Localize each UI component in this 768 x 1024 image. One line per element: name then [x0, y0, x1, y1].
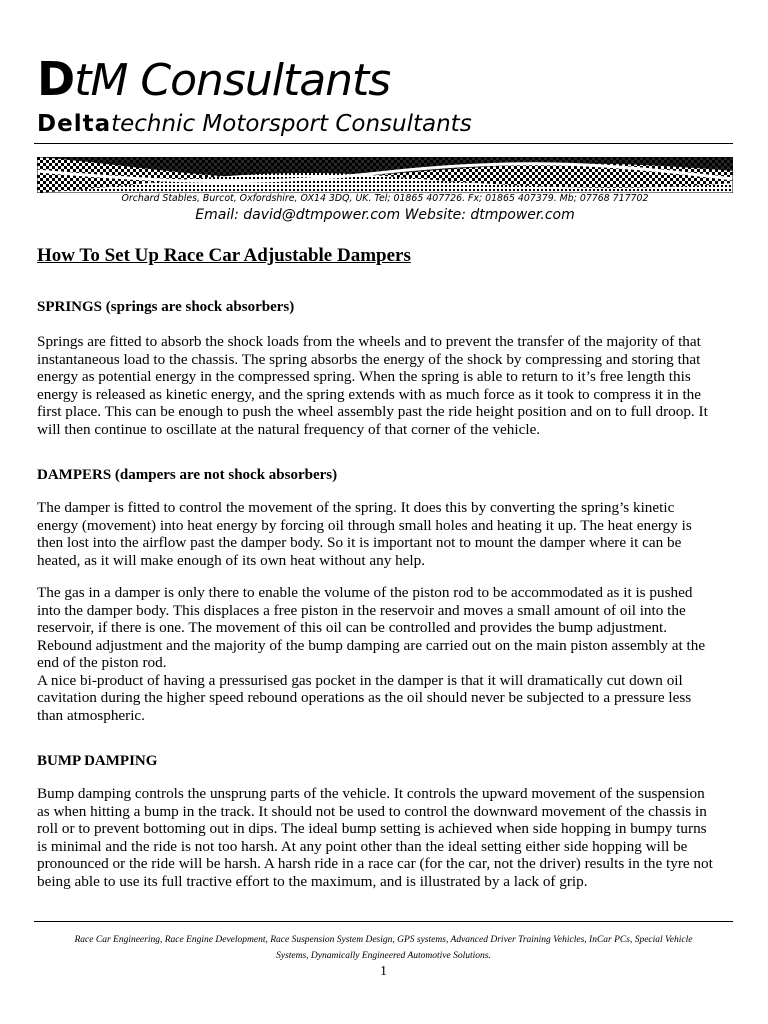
text-line: first place. This can be enough to push the wheel assembly past the ride height position and on to full droop. It — [37, 403, 708, 420]
text-line: Rebound adjustment and the majority of the bump damping are carried out on the main piston assembly at the — [37, 636, 706, 654]
footer-line: Systems, Dynamically Engineered Automotive Solutions. — [276, 951, 491, 961]
text-line: energy is released as kinetic energy, and the spring extends with as much force as it took to compress it in the — [37, 385, 701, 403]
text-line: than atmospheric. — [37, 706, 145, 724]
text-line: into the damper body. This displaces a free piston in the reservoir and moves a small amount of oil into the — [37, 601, 686, 619]
company-name-rest: tM Consultants — [74, 55, 391, 106]
text-line: as when hitting a bump in the track. It should not be used to control the downward movement of the chassis in — [37, 802, 707, 820]
text-line: energy as potential energy in the compressed spring. When the spring is able to return to it’s free length this — [37, 368, 691, 385]
page-number: 1 — [380, 964, 387, 979]
text-line: end of the piston rod. — [37, 654, 167, 671]
paragraph-bump-damping — [37, 785, 737, 890]
section-heading-springs: SPRINGS (springs are shock absorbers) — [37, 299, 295, 315]
text-line: then lost into the airflow past the damper body. So it is important not to mount the damper where it can be — [37, 534, 682, 551]
company-address: Orchard Stables, Burcot, Oxfordshire, OX14 3DQ, UK. Tel; 01865 407726. Fx; 01865 407379. Mb; 07768 717702 — [121, 193, 649, 204]
text-line: Bump damping controls the unsprung parts of the vehicle. It controls the upward movement of the suspension — [37, 785, 705, 802]
company-contact: Email: david@dtmpower.com Website: dtmpower.com — [195, 207, 575, 223]
company-tagline — [37, 111, 472, 137]
text-line: is minimal and the ride is not too harsh. At any point other than the ideal setting either side hopping will be — [37, 837, 688, 855]
text-line: heated, as it will make enough of its own heat without any help. — [37, 551, 426, 569]
text-line: pronounced or the ride will be harsh. A harsh ride in a race car (for the car, not the driver) results in the tyre not — [37, 855, 713, 872]
header-rule — [34, 143, 733, 144]
footer-services — [34, 932, 733, 964]
paragraph-springs — [37, 333, 737, 438]
tagline-delta: Delta — [37, 111, 112, 137]
company-initial: D — [37, 52, 75, 106]
text-line: A nice bi-product of having a pressurised gas pocket in the damper is that it will dramatically cut down oil — [37, 671, 683, 689]
tagline-technic: technic — [111, 111, 196, 137]
paragraph-dampers-1 — [37, 499, 737, 569]
company-name — [37, 52, 390, 106]
text-line: reservoir, if there is one. The movement of this oil can be controlled and provides the bump adjustment. — [37, 619, 668, 636]
section-heading-dampers: DAMPERS (dampers are not shock absorbers) — [37, 467, 338, 483]
tagline-motorsport: Motorsport Consultants — [195, 111, 472, 137]
footer-rule — [34, 921, 733, 922]
document-title: How To Set Up Race Car Adjustable Dampers — [37, 245, 411, 266]
text-line: will then continue to oscillate at the natural frequency of that corner of the vehicle. — [37, 420, 541, 438]
text-line: Springs are fitted to absorb the shock loads from the wheels and to prevent the transfer of the majority of that — [37, 333, 701, 350]
paragraph-dampers-2 — [37, 584, 737, 724]
text-line: roll or to prevent bottoming out in dips. The ideal bump setting is achieved when side hopping in bumpy turns — [37, 820, 707, 837]
text-line: The damper is fitted to control the movement of the spring. It does this by converting the spring’s kinetic — [37, 499, 675, 516]
text-line: The gas in a damper is only there to enable the volume of the piston rod to be accommodated as it is pushed — [37, 584, 693, 601]
text-line: being able to use its full tractive effort to the maximum, and is illustrated by a lack of grip. — [37, 872, 588, 890]
section-heading-bump-damping: BUMP DAMPING — [37, 753, 158, 769]
chequered-flag-banner — [37, 157, 733, 193]
text-line: cavitation during the higher speed rebound operations as the oil should never be subjected to a pressure less — [37, 689, 692, 706]
text-line: instantaneous load to the chassis. The spring absorbs the energy of the shock by compressing and storing that — [37, 350, 701, 368]
text-line: energy (movement) into heat energy by forcing oil through small holes and heating it up. The heat energy is — [37, 516, 692, 534]
footer-line: Race Car Engineering, Race Engine Development, Race Suspension System Design, GPS systems, Advanced Driver Training Vehicles, InCar PCs, Special Vehicle — [74, 935, 693, 945]
